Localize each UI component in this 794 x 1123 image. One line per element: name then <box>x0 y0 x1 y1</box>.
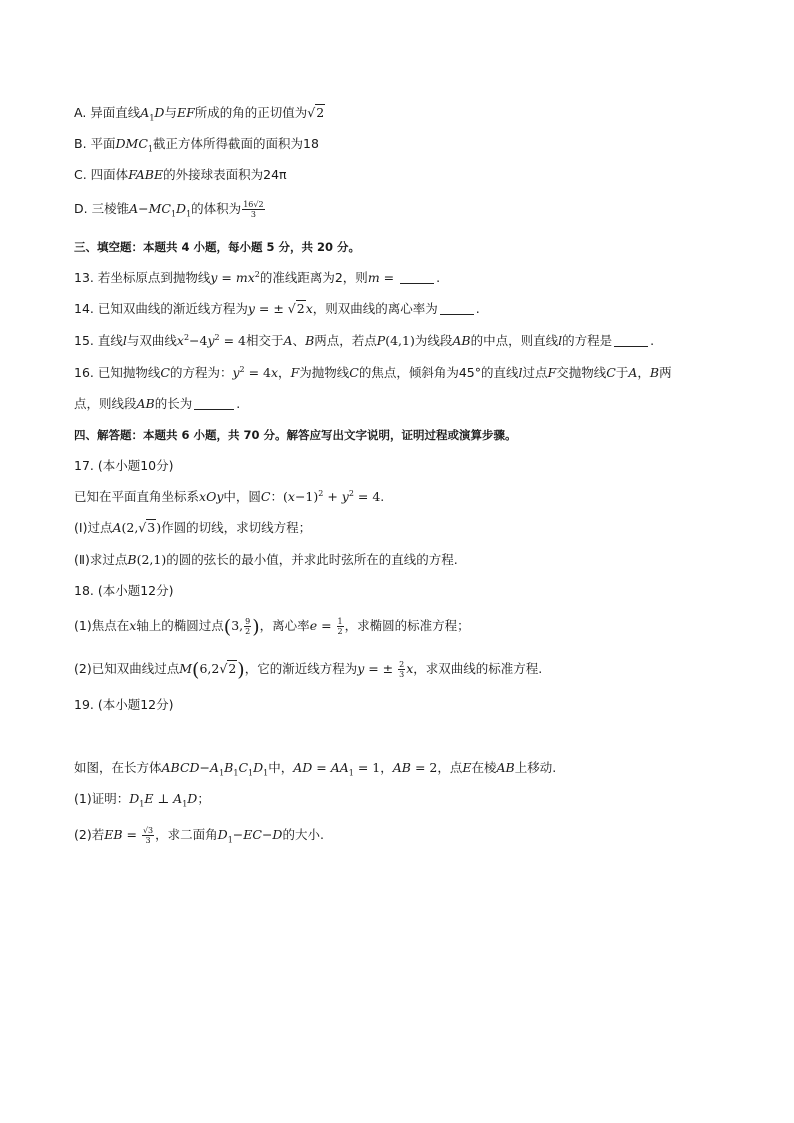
option-a-text: A. 异面直线 <box>74 105 141 120</box>
option-c: C. 四面体FABE的外接球表面积为24π <box>74 167 287 182</box>
answer-blank[interactable] <box>614 334 648 347</box>
question-17-heading: 17. (本小题10分) <box>74 458 174 473</box>
question-16-line2: 点，则线段AB的长为 . <box>74 396 241 411</box>
question-18-heading: 18. (本小题12分) <box>74 583 174 598</box>
option-d: D. 三棱锥$A-MC_1D_1$的体积为 $\frac{16√2}{3}$ <box>74 200 264 219</box>
section-solution-heading: 四、解答题：本题共 6 小题，共 70 分。解答应写出文字说明，证明过程或演算步骤。 <box>74 428 517 442</box>
answer-blank[interactable] <box>194 397 234 410</box>
option-a: A. 异面直线$A_1D$与EF所成的角的正切值为√2 <box>74 105 325 123</box>
option-b: B. 平面$DMC_1$截正方体所得截面的面积为18 <box>74 136 319 154</box>
question-17-line1: 已知在平面直角坐标系xOy中，圆C：$(x-1)^2 + y^2 = 4$. <box>74 488 385 504</box>
question-14: 14. 已知双曲线的渐近线方程为y = ± √2x，则双曲线的离心率为 . <box>74 301 480 316</box>
question-17-part2: (Ⅱ)求过点B(2,1)的圆的弦长的最小值，并求此时弦所在的直线的方程. <box>74 552 458 567</box>
question-19-part1: (1)证明：$D_1E$ ⊥ $A_1D$； <box>74 791 210 809</box>
question-18-part2: (2)已知双曲线过点M(6,2√2)，它的渐近线方程为y = ± $\frac{2}{3}$ x，求双曲线的标准方程. <box>74 659 543 681</box>
answer-blank[interactable] <box>400 271 434 284</box>
question-15: 15. 直线l与双曲线$x^2-4y^2 = 4$相交于A、B两点，若点P(4,1)为线段AB的中点，则直线l的方程是 . <box>74 332 655 348</box>
question-19-heading: 19. (本小题12分) <box>74 697 174 712</box>
question-17-part1: (Ⅰ)过点A(2,√3)作圆的切线，求切线方程； <box>74 520 312 535</box>
question-19-line1: 如图，在长方体$ABCD-A_1B_1C_1D_1$中，AD = $AA_1 = 1$，AB = 2，点E在棱AB上移动. <box>74 760 557 778</box>
question-18-part1: (1)焦点在x轴上的椭圆过点(3, $\frac{9}{2}$ )，离心率e = $\frac{1}{2}$ ，求椭圆的标准方程； <box>74 616 470 638</box>
question-16: 16. 已知抛物线C的方程为：$y^2 = 4x$，F为抛物线C的焦点，倾斜角为45°的直线l过点F交抛物线C于A，B两 <box>74 364 672 380</box>
section-fill-in-heading: 三、填空题：本题共 4 小题，每小题 5 分，共 20 分。 <box>74 240 361 254</box>
question-13: 13. 若坐标原点到抛物线$y = mx^2$的准线距离为2，则m = . <box>74 269 441 285</box>
question-19-part2: (2)若EB = $\frac{√3}{3}$ ，求二面角$D_1-EC-D$的大小. <box>74 826 324 845</box>
answer-blank[interactable] <box>440 302 474 315</box>
